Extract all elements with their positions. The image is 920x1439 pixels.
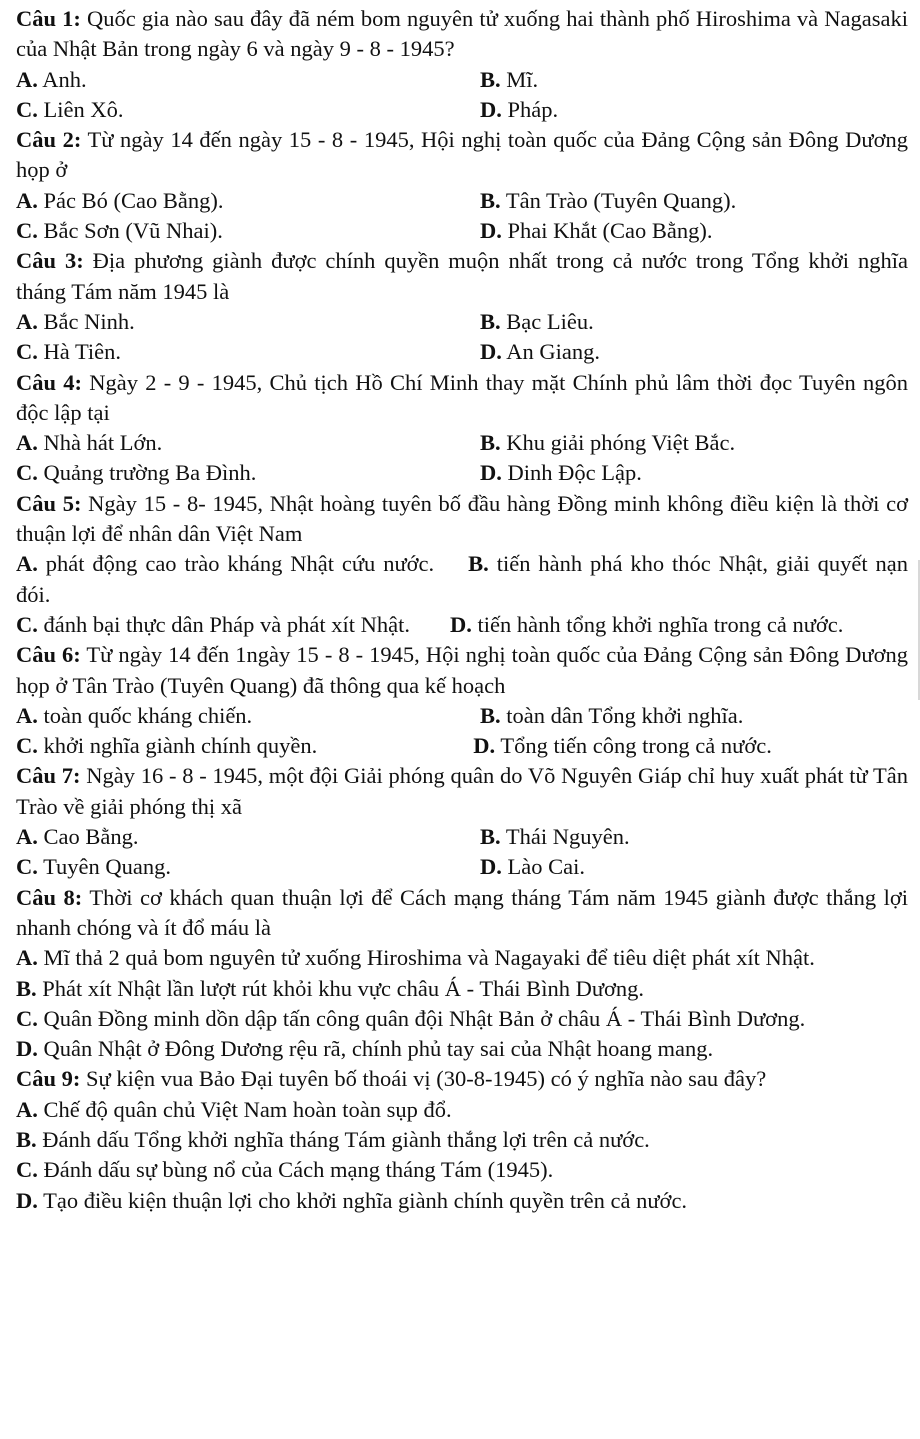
option-a[interactable] — [16, 428, 480, 458]
option-text: An Giang. — [501, 339, 600, 365]
question-9 — [16, 1064, 908, 1215]
option-letter: C. — [16, 854, 38, 880]
question-text: Từ ngày 14 đến 1ngày 15 - 8 - 1945, Hội nghị toàn quốc của Đảng Cộng sản Đông Dương họp ở Tân Trào (Tuyên Quang) đã thông qua kế hoạch — [16, 642, 908, 698]
option-letter: A. — [16, 702, 38, 728]
option-text: Bắc Sơn (Vũ Nhai). — [37, 218, 223, 244]
option-letter: D. — [480, 339, 502, 365]
option-c[interactable] — [16, 733, 317, 758]
option-d[interactable] — [480, 852, 908, 882]
options — [16, 65, 908, 126]
option-text: Dinh Độc Lập. — [501, 460, 642, 486]
option-letter: D. — [480, 460, 502, 486]
option-letter: D. — [480, 218, 502, 244]
options — [16, 307, 908, 368]
option-text: Tân Trào (Tuyên Quang). — [500, 187, 737, 213]
option-text: Tổng tiến công trong cả nước. — [495, 733, 772, 759]
question-label: Câu 7: — [16, 763, 81, 789]
question-2 — [16, 125, 908, 246]
option-b[interactable] — [480, 428, 908, 458]
question-7 — [16, 761, 908, 882]
option-text: Pác Bó (Cao Bằng). — [37, 187, 224, 213]
question-label: Câu 3: — [16, 248, 84, 274]
question-text: Quốc gia nào sau đây đã ném bom nguyên tử xuống hai thành phố Hiroshima và Nagasaki của Nhật Bản trong ngày 6 và ngày 9 - 8 - 1945? — [16, 6, 908, 62]
option-c[interactable] — [16, 612, 410, 637]
option-text: Phát xít Nhật lần lượt rút khỏi khu vực châu Á - Thái Bình Dương. — [36, 975, 645, 1001]
option-b[interactable] — [480, 65, 908, 95]
option-letter: A. — [16, 308, 38, 334]
options — [16, 428, 908, 489]
option-letter: C. — [16, 1157, 38, 1183]
option-b[interactable] — [16, 974, 908, 1004]
question-stem — [16, 761, 908, 822]
option-c[interactable] — [16, 852, 480, 882]
option-letter: A. — [16, 1096, 38, 1122]
option-letter: A. — [16, 824, 38, 850]
option-text: Quảng trường Ba Đình. — [37, 460, 257, 486]
options — [16, 822, 908, 883]
option-b[interactable] — [480, 822, 908, 852]
option-a[interactable] — [16, 943, 908, 973]
question-1 — [16, 4, 908, 125]
question-label: Câu 5: — [16, 490, 82, 516]
question-stem — [16, 4, 908, 65]
question-stem — [16, 640, 908, 701]
option-letter: A. — [16, 66, 38, 92]
option-d[interactable] — [16, 1186, 908, 1216]
question-stem — [16, 368, 908, 429]
option-d[interactable] — [410, 612, 843, 637]
question-text: Sự kiện vua Bảo Đại tuyên bố thoái vị (30-8-1945) có ý nghĩa nào sau đây? — [80, 1066, 767, 1092]
question-stem — [16, 125, 908, 186]
option-b[interactable] — [480, 701, 908, 731]
option-c[interactable] — [16, 216, 480, 246]
question-label: Câu 9: — [16, 1066, 81, 1092]
question-text: Ngày 16 - 8 - 1945, một đội Giải phóng quân do Võ Nguyên Giáp chỉ huy xuất phát từ Tân Trào về giải phóng thị xã — [16, 763, 908, 819]
question-text: Thời cơ khách quan thuận lợi để Cách mạng tháng Tám năm 1945 giành được thắng lợi nhanh chóng và ít đổ máu là — [16, 884, 908, 940]
option-letter: A. — [16, 551, 38, 577]
question-8 — [16, 883, 908, 1065]
option-letter: A. — [16, 430, 38, 456]
option-d[interactable] — [480, 458, 908, 488]
option-letter: D. — [449, 611, 472, 637]
question-label: Câu 4: — [16, 369, 82, 395]
option-d[interactable] — [317, 733, 772, 758]
option-text: Tuyên Quang. — [37, 854, 172, 880]
option-text: tiến hành tổng khởi nghĩa trong cả nước. — [471, 611, 844, 637]
option-letter: B. — [16, 1126, 37, 1152]
option-text: Khu giải phóng Việt Bắc. — [500, 430, 736, 456]
option-letter: D. — [480, 854, 502, 880]
option-text: khởi nghĩa giành chính quyền. — [37, 733, 318, 759]
option-a[interactable] — [16, 822, 480, 852]
option-text: Quân Đồng minh dồn dập tấn công quân đội Nhật Bản ở châu Á - Thái Bình Dương. — [37, 1005, 806, 1031]
option-text: Bạc Liêu. — [500, 308, 594, 334]
question-text: Ngày 15 - 8- 1945, Nhật hoàng tuyên bố đầu hàng Đồng minh không điều kiện là thời cơ thuận lợi để nhân dân Việt Nam — [16, 490, 908, 547]
option-letter: C. — [16, 218, 38, 244]
option-row — [16, 549, 908, 610]
option-b[interactable] — [480, 307, 908, 337]
option-letter: B. — [468, 551, 489, 577]
option-text: Tạo điều kiện thuận lợi cho khởi nghĩa giành chính quyền trên cả nước. — [37, 1187, 688, 1213]
option-letter: B. — [480, 824, 501, 850]
option-letter: C. — [16, 339, 38, 365]
question-6 — [16, 640, 908, 761]
options — [16, 701, 908, 731]
option-a[interactable] — [16, 551, 434, 576]
option-text: Chế độ quân chủ Việt Nam hoàn toàn sụp đổ. — [37, 1096, 452, 1122]
option-text: Phai Khắt (Cao Bằng). — [501, 218, 713, 244]
option-text: toàn dân Tổng khởi nghĩa. — [500, 702, 744, 728]
option-a[interactable] — [16, 65, 480, 95]
option-text: Mĩ thả 2 quả bom nguyên tử xuống Hiroshima và Nagayaki để tiêu diệt phát xít Nhật. — [37, 945, 815, 971]
option-letter: B. — [480, 702, 501, 728]
option-text: đánh bại thực dân Pháp và phát xít Nhật. — [37, 611, 410, 637]
option-c[interactable] — [16, 95, 480, 125]
option-letter: C. — [16, 460, 38, 486]
option-c[interactable] — [16, 1004, 908, 1034]
option-text: Pháp. — [501, 96, 559, 122]
option-letter: A. — [16, 187, 38, 213]
question-text: Từ ngày 14 đến ngày 15 - 8 - 1945, Hội nghị toàn quốc của Đảng Cộng sản Đông Dương họp ở — [16, 127, 908, 183]
option-c[interactable] — [16, 458, 480, 488]
option-row — [16, 610, 908, 640]
option-letter: B. — [480, 187, 501, 213]
question-text: Ngày 2 - 9 - 1945, Chủ tịch Hồ Chí Minh thay mặt Chính phủ lâm thời đọc Tuyên ngôn độc lập tại — [16, 369, 908, 425]
option-letter: D. — [480, 96, 502, 122]
option-a[interactable] — [16, 701, 480, 731]
question-label: Câu 8: — [16, 884, 83, 910]
question-4 — [16, 368, 908, 489]
option-a[interactable] — [16, 1095, 908, 1125]
option-letter: C. — [16, 733, 38, 759]
option-b[interactable] — [16, 1125, 908, 1155]
option-letter: B. — [480, 430, 501, 456]
option-text: Anh. — [37, 66, 87, 92]
option-d[interactable] — [480, 337, 908, 367]
option-text: toàn quốc kháng chiến. — [37, 702, 253, 728]
options — [16, 186, 908, 247]
question-5 — [16, 489, 908, 640]
option-letter: D. — [16, 1187, 38, 1213]
question-stem — [16, 883, 908, 944]
option-text: Quân Nhật ở Đông Dương rệu rã, chính phủ tay sai của Nhật hoang mang. — [37, 1036, 714, 1062]
question-label: Câu 1: — [16, 6, 81, 31]
option-letter: B. — [16, 975, 37, 1001]
option-text: Thái Nguyên. — [500, 824, 630, 850]
option-text: phát động cao trào kháng Nhật cứu nước. — [37, 551, 435, 577]
option-letter: D. — [473, 733, 496, 759]
question-label: Câu 2: — [16, 127, 82, 153]
question-stem — [16, 489, 908, 550]
option-text: tiến hành phá kho thóc Nhật, giải quyết nạn đói. — [16, 551, 908, 607]
option-a[interactable] — [16, 186, 480, 216]
question-stem — [16, 1064, 908, 1094]
option-d[interactable] — [480, 216, 908, 246]
option-d[interactable] — [16, 1034, 908, 1064]
option-b[interactable] — [480, 186, 908, 216]
option-letter: B. — [480, 66, 501, 92]
option-text: Đánh dấu sự bùng nổ của Cách mạng tháng Tám (1945). — [37, 1157, 554, 1183]
option-a[interactable] — [16, 307, 480, 337]
option-text: Liên Xô. — [37, 96, 124, 122]
question-label: Câu 6: — [16, 642, 81, 668]
option-letter: A. — [16, 945, 38, 971]
option-letter: D. — [16, 1036, 38, 1062]
option-row — [16, 731, 908, 761]
option-text: Mĩ. — [500, 66, 539, 92]
option-text: Lào Cai. — [501, 854, 585, 880]
option-text: Đánh dấu Tổng khởi nghĩa tháng Tám giành thắng lợi trên cả nước. — [36, 1126, 650, 1152]
option-text: Bắc Ninh. — [37, 308, 135, 334]
question-stem — [16, 246, 908, 307]
option-letter: C. — [16, 1005, 38, 1031]
option-text: Cao Bằng. — [37, 824, 139, 850]
question-3 — [16, 246, 908, 367]
option-d[interactable] — [480, 95, 908, 125]
option-c[interactable] — [16, 1155, 908, 1185]
option-text: Hà Tiên. — [37, 339, 122, 365]
option-letter: C. — [16, 96, 38, 122]
option-c[interactable] — [16, 337, 480, 367]
option-letter: B. — [480, 308, 501, 334]
option-text: Nhà hát Lớn. — [37, 430, 163, 456]
question-text: Địa phương giành được chính quyền muộn nhất trong cả nước trong Tổng khởi nghĩa tháng Tám năm 1945 là — [16, 248, 908, 304]
option-letter: C. — [16, 611, 38, 637]
